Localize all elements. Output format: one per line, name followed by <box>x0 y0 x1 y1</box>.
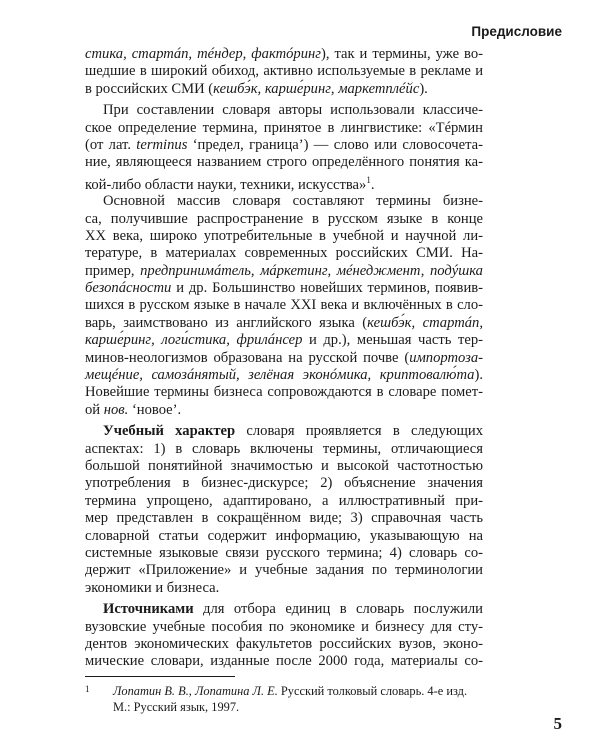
text-line: употребления в бизнес-дискурсе; 2) объяснение значения <box>85 475 483 492</box>
footnote-marker: 1 <box>85 684 90 694</box>
text-line: стика, стартáп, тéндер, фактóринг), так и термины, уже во- <box>85 46 483 62</box>
text-line: шихся в русском языке в начале XXI века и включённых в сло- <box>85 297 483 314</box>
text-line: термина упрощено, адаптировано, а иллюстративный при- <box>85 492 483 509</box>
text-line: дентов экономических факультетов российских вузов, эконо- <box>85 635 483 652</box>
footnote-reference[interactable]: 1 <box>366 174 371 185</box>
body-text <box>85 46 483 671</box>
text-line: Основной массив словаря составляют термины бизне- <box>103 193 483 210</box>
text-line: мещéние, самозáнятый, зелёная эконóмика, криптовалю́та). <box>85 367 483 384</box>
bold-term: Учебный характер <box>103 423 236 440</box>
text-line: пример, предпринимáтель, мáркетинг, мéнеджмент, подýшка <box>85 262 483 279</box>
footnote-line: Лопатин В. В., Лопатина Л. Е. Русский толковый словарь. 4-е изд. <box>113 684 468 698</box>
text-line: Новейшие термины бизнеса сопровождаются в словаре помет- <box>85 384 483 401</box>
bold-term: Источниками <box>103 601 194 618</box>
text-line: варь, заимствовано из английского языка (кешбэ́к, стартáп, <box>85 314 483 331</box>
text-line: большой понятийной значимостью и высокой частотностью <box>85 457 483 474</box>
text-line: Учебный характер словаря проявляется в следующих <box>103 423 484 440</box>
text-line: мер представлен в сокращённом виде; 3) справочная часть <box>85 510 483 527</box>
text-line: ой нов. ‘новое’. <box>85 401 182 418</box>
text-line: мические словари, изданные после 2000 года, материалы со- <box>85 653 483 670</box>
text-line: карше́ринг, логи́стика, фрилáнсер и др.), меньшая часть тер- <box>85 332 483 349</box>
text-line: шедшие в широкий обиход, активно используемые в рекламе и <box>85 63 483 80</box>
text-line: в российских СМИ (кешбэ́к, карше́ринг, маркетплéйс). <box>85 80 428 97</box>
text-line: кой-либо области науки, техники, искусства»$^1$. <box>85 174 375 193</box>
text-line: безопáсности и др. Большинство новейших терминов, появив- <box>85 280 483 297</box>
text-line: аспектах: 1) в словарь включены термины, отличающиеся <box>85 440 483 457</box>
text-line: минов-неологизмов образована на русской почве (импортоза- <box>85 349 483 366</box>
footnote-authors: Лопатин В. В., Лопатина Л. Е. <box>113 684 278 698</box>
text-line: системные языковые связи русского термина; 4) словарь со- <box>85 544 483 561</box>
text-line: держит «Приложение» и учебные задания по терминологии <box>85 562 483 579</box>
text-line: вузовские учебные пособия по экономике и бизнесу для сту- <box>85 618 483 635</box>
text-line: экономики и бизнеса. <box>85 579 220 596</box>
text-line: XX века, широко употребительные в учебной и научной ли- <box>85 227 483 244</box>
text-line: (от лат. terminus ‘предел, граница’) — слово или словосочета- <box>85 136 484 153</box>
text-line: ние, являющееся названием строго определённого понятия ка- <box>85 154 483 171</box>
page-number: 5 <box>553 714 562 733</box>
running-title: Предисловие <box>471 24 562 39</box>
text-line: При составлении словаря авторы использовали классиче- <box>103 102 483 119</box>
text-line: словарной статьи содержит информацию, указывающую на <box>85 527 483 544</box>
text-line: тературе, в материалах современных российских СМИ. На- <box>85 245 483 262</box>
text-line: Источниками для отбора единиц в словарь послужили <box>103 601 483 618</box>
footnote <box>85 684 483 715</box>
text-line: са, получившие распространение в русском языке в конце <box>85 210 483 227</box>
footnote-line: М.: Русский язык, 1997. <box>113 699 240 714</box>
text-line: ское определение термина, принятое в лингвистике: «Тéрмин <box>85 119 483 136</box>
footnote-divider <box>85 676 235 677</box>
